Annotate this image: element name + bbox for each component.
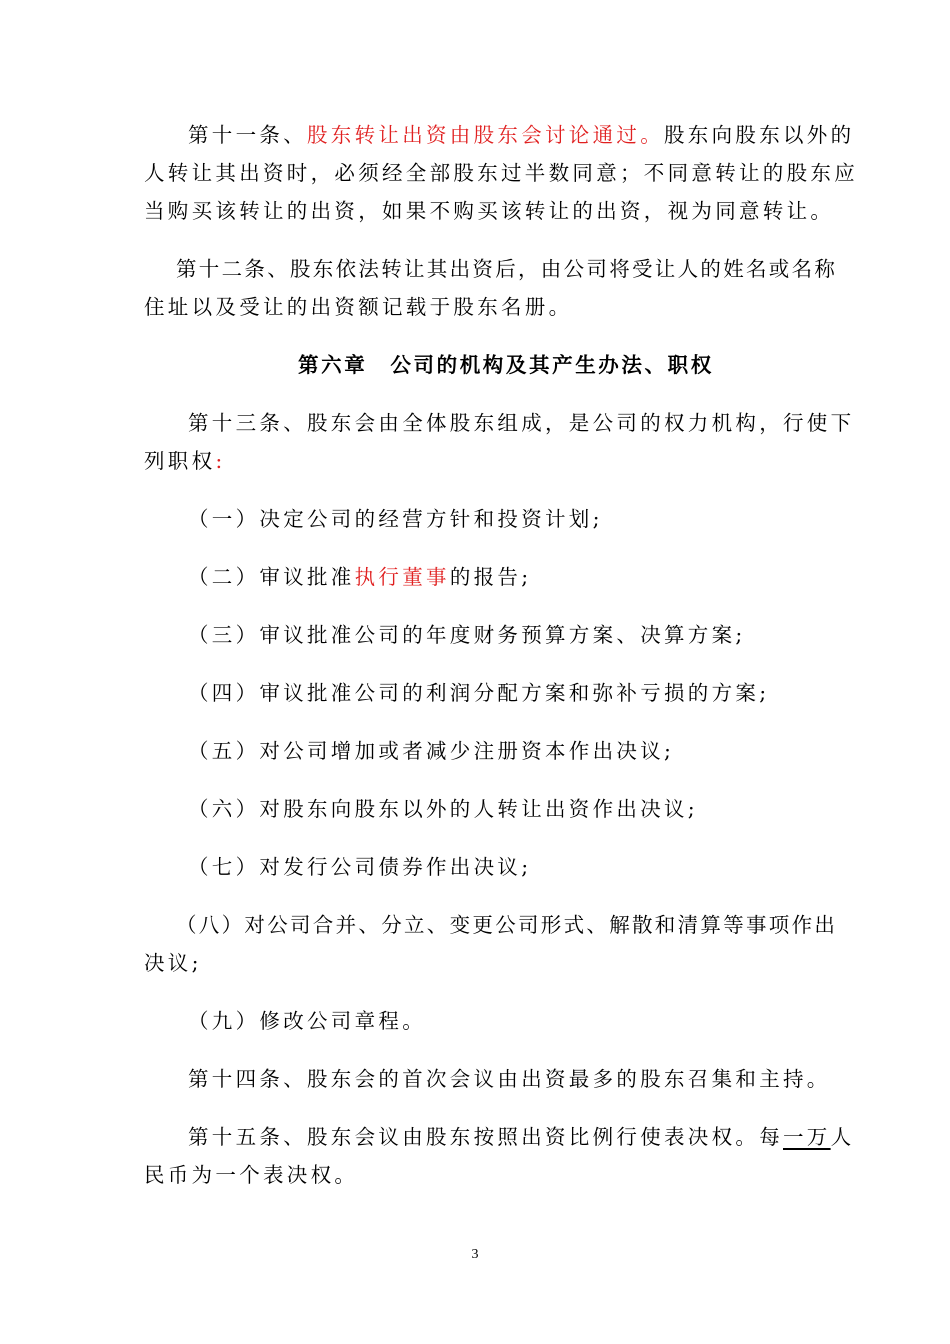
- article-11-text: 股东向股东以外的: [664, 123, 855, 147]
- power-item-7: （七）对发行公司债券作出决议;: [188, 855, 532, 879]
- power-item-6: （六）对股东向股东以外的人转让出资作出决议;: [188, 797, 699, 821]
- power-item-8-line-1: （八）对公司合并、分立、变更公司形式、解散和清算等事项作出: [176, 913, 838, 937]
- article-13-text: 列职权: [144, 449, 216, 473]
- power-item-1: （一）决定公司的经营方针和投资计划;: [188, 507, 603, 531]
- article-13-line-2: [0, 451, 950, 472]
- power-item-2-highlight: 执行董事: [354, 565, 450, 589]
- article-15-line-2: 民币为一个表决权。: [144, 1163, 359, 1187]
- power-item-9: （九）修改公司章程。: [188, 1009, 426, 1033]
- power-item-2: [0, 567, 950, 588]
- article-12-line-2: 住址以及受让的出资额记载于股东名册。: [144, 295, 573, 319]
- article-15-line-1: [0, 1127, 950, 1148]
- power-item-4: （四）审议批准公司的利润分配方案和弥补亏损的方案;: [188, 681, 770, 705]
- power-item-5: （五）对公司增加或者减少注册资本作出决议;: [188, 739, 675, 763]
- article-14-line-1: 第十四条、股东会的首次会议由出资最多的股东召集和主持。: [188, 1067, 831, 1091]
- article-13-line-1: 第十三条、股东会由全体股东组成，是公司的权力机构，行使下: [188, 411, 855, 435]
- article-11-line-1: [0, 125, 950, 146]
- article-11-line-3: 当购买该转让的出资，如果不购买该转让的出资，视为同意转让。: [144, 199, 835, 223]
- article-12-line-1: 第十二条、股东依法转让其出资后，由公司将受让人的姓名或名称: [176, 257, 838, 281]
- power-item-3: （三）审议批准公司的年度财务预算方案、决算方案;: [188, 623, 746, 647]
- article-11-line-2: 人转让其出资时，必须经全部股东过半数同意；不同意转让的股东应: [144, 161, 858, 185]
- article-15-underlined-amount: 一万: [783, 1125, 831, 1149]
- article-15-tail: 人: [830, 1125, 855, 1149]
- page-number: 3: [471, 1247, 479, 1262]
- article-11-label: 第十一条、: [188, 123, 307, 147]
- article-13-colon: :: [215, 449, 226, 473]
- article-11-highlight: 股东转让出资由股东会讨论通过。: [307, 123, 664, 147]
- power-item-2-text: （二）审议批准: [188, 565, 355, 589]
- power-item-8-line-2: 决议;: [144, 951, 202, 975]
- power-item-2-tail: 的报告;: [449, 565, 532, 589]
- article-15-text: 第十五条、股东会议由股东按照出资比例行使表决权。每: [188, 1125, 783, 1149]
- chapter-6-heading: 第六章 公司的机构及其产生办法、职权: [298, 353, 714, 377]
